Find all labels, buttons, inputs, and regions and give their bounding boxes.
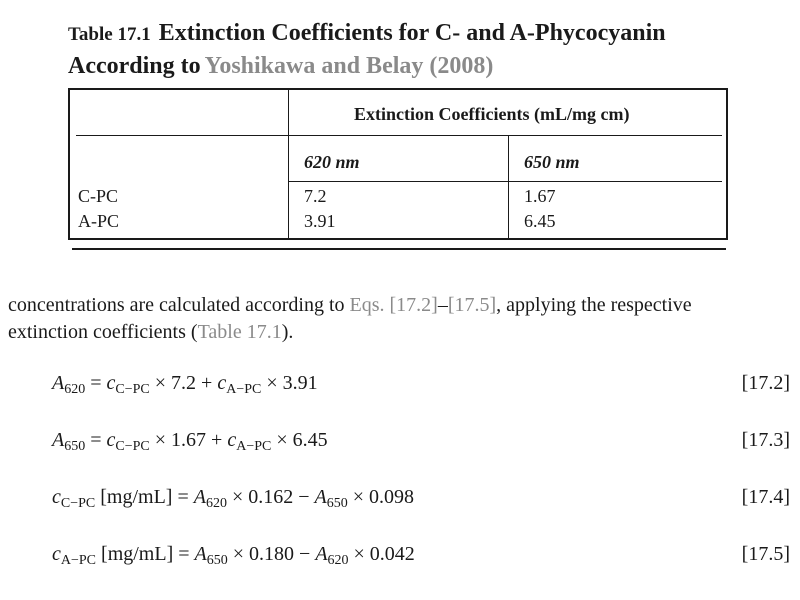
paragraph-text: concentrations are calculated according to (8, 294, 350, 316)
math-subscript: A−PC (60, 553, 97, 568)
math-variable: c (227, 429, 237, 451)
table-bottom-rule (72, 248, 726, 250)
math-variable: c (106, 372, 116, 394)
equation-number: [17.5] (741, 543, 790, 565)
math-variable: A (194, 543, 207, 565)
math-term: × 1.67 + (149, 429, 228, 451)
math-term: × 0.098 (347, 486, 415, 508)
column-divider (508, 136, 509, 238)
paragraph-text: , applying the respective (496, 294, 692, 316)
table-link[interactable]: Table 17.1 (197, 321, 282, 343)
equation-link[interactable]: Eqs. [17.2] (349, 294, 438, 316)
math-operator: = (172, 486, 194, 508)
math-subscript: 620 (205, 496, 227, 511)
body-paragraph (8, 292, 798, 346)
equation (52, 486, 414, 509)
math-operator: = (85, 429, 107, 451)
equation-number: [17.3] (741, 429, 790, 451)
paragraph-text: ). (281, 321, 294, 343)
math-term: × 3.91 (261, 372, 318, 394)
column-divider (288, 90, 289, 238)
math-unit: [mg/mL] (96, 543, 174, 565)
cell-cpc-650: 1.67 (524, 186, 556, 206)
math-subscript: C−PC (60, 496, 96, 511)
subheader-rule (288, 181, 722, 182)
math-variable: c (52, 486, 61, 508)
math-subscript: 650 (326, 496, 348, 511)
math-subscript: 650 (206, 553, 228, 568)
column-header-650: 650 nm (524, 152, 580, 172)
extinction-table (68, 88, 728, 240)
paragraph-text: extinction coefficients ( (8, 321, 198, 343)
row-label-apc: A-PC (78, 211, 120, 231)
math-operator: = (85, 372, 107, 394)
citation-link[interactable]: Yoshikawa and Belay (2008) (204, 53, 494, 79)
math-subscript: C−PC (115, 439, 150, 454)
math-operator: = (173, 543, 195, 565)
equation (52, 372, 318, 395)
math-term: × 0.042 (348, 543, 415, 565)
equation (52, 429, 328, 452)
equation-number: [17.2] (741, 372, 790, 394)
math-variable: A (52, 429, 65, 451)
table-title: Extinction Coefficients for C- and A-Phycocyanin (158, 20, 666, 46)
cell-apc-650: 6.45 (524, 211, 556, 231)
math-variable: A (315, 543, 328, 565)
equation-link[interactable]: [17.5] (447, 294, 497, 316)
column-header-620: 620 nm (304, 152, 360, 172)
equation (52, 543, 415, 566)
math-variable: c (106, 429, 116, 451)
equation-number: [17.4] (741, 486, 790, 508)
paragraph-dash: – (437, 294, 448, 316)
math-term: × 6.45 (271, 429, 328, 451)
math-subscript: C−PC (115, 382, 150, 397)
math-subscript: 620 (327, 553, 349, 568)
header-rule (76, 135, 722, 136)
group-header: Extinction Coefficients (mL/mg cm) (354, 104, 630, 124)
cell-apc-620: 3.91 (304, 211, 336, 231)
math-subscript: 620 (64, 382, 86, 397)
cell-cpc-620: 7.2 (304, 186, 327, 206)
table-label: Table 17.1 (68, 24, 151, 45)
math-variable: A (52, 372, 65, 394)
math-term: × 7.2 + (149, 372, 218, 394)
math-subscript: 650 (64, 439, 86, 454)
math-unit: [mg/mL] (95, 486, 173, 508)
table-title-continued: According to (68, 53, 201, 79)
math-variable: A (314, 486, 327, 508)
math-variable: A (193, 486, 206, 508)
row-label-cpc: C-PC (78, 186, 119, 206)
math-term: × 0.180 − (227, 543, 316, 565)
math-term: × 0.162 − (226, 486, 315, 508)
math-variable: c (217, 372, 227, 394)
math-subscript: A−PC (236, 439, 272, 454)
math-subscript: A−PC (226, 382, 262, 397)
math-variable: c (52, 543, 61, 565)
table-caption (68, 18, 788, 84)
